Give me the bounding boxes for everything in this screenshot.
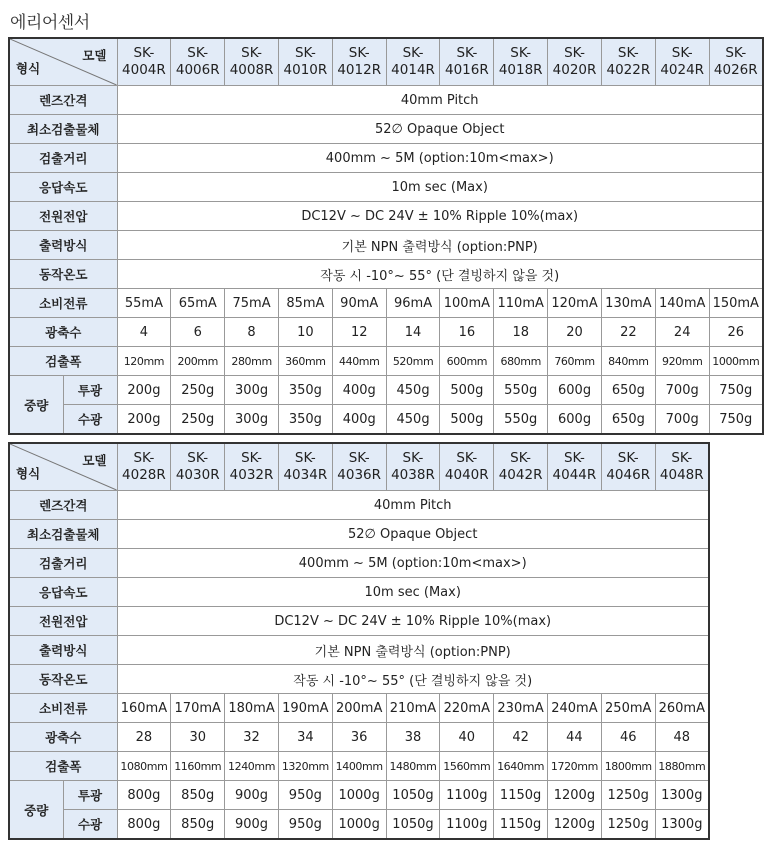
value-cell: 1800mm	[601, 752, 655, 781]
model-cell	[494, 443, 548, 491]
common-value: 400mm ~ 5M (option:10m<max>)	[117, 144, 763, 173]
row-label: 검출거리	[9, 144, 117, 173]
value-cell: 28	[117, 723, 171, 752]
model-prefix: SK-	[348, 45, 370, 61]
model-number: 4042R	[498, 467, 543, 483]
value-cell: 75mA	[225, 289, 279, 318]
value-cell: 1050g	[386, 810, 440, 840]
row-label: 전원전압	[9, 202, 117, 231]
model-number: 4010R	[283, 62, 328, 78]
value-cell: 96mA	[386, 289, 440, 318]
common-value: 기본 NPN 출력방식 (option:PNP)	[117, 231, 763, 260]
model-cell	[494, 38, 548, 86]
model-cell	[225, 38, 279, 86]
model-prefix: SK-	[617, 450, 639, 466]
spec-row-output	[9, 231, 763, 260]
spec-row-temperature	[9, 665, 709, 694]
value-cell: 500g	[440, 405, 494, 435]
value-cell: 1000g	[332, 810, 386, 840]
model-prefix: SK-	[456, 450, 478, 466]
value-cell: 200g	[117, 405, 171, 435]
value-cell: 1150g	[494, 781, 548, 810]
value-cell: 90mA	[332, 289, 386, 318]
value-cell: 1080mm	[117, 752, 171, 781]
value-cell: 600mm	[440, 347, 494, 376]
value-cell: 350g	[278, 405, 332, 435]
value-cell: 360mm	[278, 347, 332, 376]
value-cell: 950g	[278, 781, 332, 810]
common-value: 10m sec (Max)	[117, 578, 709, 607]
common-value: 40mm Pitch	[117, 86, 763, 115]
value-cell: 850g	[171, 810, 225, 840]
model-cell	[117, 38, 171, 86]
model-header: 모델	[82, 48, 107, 63]
value-cell: 120mm	[117, 347, 171, 376]
spec-row-min-object	[9, 520, 709, 549]
row-label: 소비전류	[9, 289, 117, 318]
model-cell	[225, 443, 279, 491]
type-header: 형식	[16, 61, 41, 76]
row-label: 응답속도	[9, 578, 117, 607]
model-cell	[601, 38, 655, 86]
value-cell: 38	[386, 723, 440, 752]
value-cell: 1050g	[386, 781, 440, 810]
value-cell: 1160mm	[171, 752, 225, 781]
value-cell: 700g	[655, 376, 709, 405]
model-number: 4022R	[606, 62, 651, 78]
row-label: 최소검출물체	[9, 115, 117, 144]
value-cell: 24	[655, 318, 709, 347]
value-cell: 1200g	[548, 810, 602, 840]
model-prefix: SK-	[133, 450, 155, 466]
value-cell: 1320mm	[278, 752, 332, 781]
row-label: 전원전압	[9, 607, 117, 636]
value-cell: 1250g	[601, 810, 655, 840]
value-cell: 1150g	[494, 810, 548, 840]
value-cell: 350g	[278, 376, 332, 405]
model-prefix: SK-	[563, 450, 585, 466]
value-cell: 180mA	[225, 694, 279, 723]
value-cell: 900g	[225, 781, 279, 810]
model-cell	[278, 38, 332, 86]
model-number: 4048R	[659, 467, 704, 483]
value-cell: 800g	[117, 810, 171, 840]
model-prefix: SK-	[402, 45, 424, 61]
value-cell: 26	[709, 318, 763, 347]
value-cell: 600g	[548, 405, 602, 435]
value-cell: 44	[548, 723, 602, 752]
value-cell: 1400mm	[332, 752, 386, 781]
value-cell: 550g	[494, 376, 548, 405]
value-cell: 8	[225, 318, 279, 347]
spec-row-distance	[9, 144, 763, 173]
spec-row-distance	[9, 549, 709, 578]
value-cell: 1720mm	[548, 752, 602, 781]
model-number: 4040R	[444, 467, 489, 483]
value-cell: 650g	[601, 405, 655, 435]
model-number: 4036R	[337, 467, 382, 483]
value-cell: 920mm	[655, 347, 709, 376]
model-prefix: SK-	[294, 45, 316, 61]
spec-row-voltage	[9, 202, 763, 231]
value-cell: 550g	[494, 405, 548, 435]
model-cell	[171, 443, 225, 491]
common-value: 400mm ~ 5M (option:10m<max>)	[117, 549, 709, 578]
row-label: 렌즈간격	[9, 491, 117, 520]
value-cell: 210mA	[386, 694, 440, 723]
value-cell: 1300g	[655, 810, 709, 840]
value-cell: 14	[386, 318, 440, 347]
spec-row-min-object	[9, 115, 763, 144]
spec-row-temperature	[9, 260, 763, 289]
value-cell: 400g	[332, 405, 386, 435]
value-cell: 1560mm	[440, 752, 494, 781]
value-cell: 140mA	[655, 289, 709, 318]
value-cell: 1200g	[548, 781, 602, 810]
model-number: 4034R	[283, 467, 328, 483]
value-cell: 240mA	[548, 694, 602, 723]
model-prefix: SK-	[187, 450, 209, 466]
model-prefix: SK-	[348, 450, 370, 466]
receiver-label: 수광	[63, 810, 117, 840]
value-cell: 280mm	[225, 347, 279, 376]
model-number: 4046R	[606, 467, 651, 483]
model-cell	[655, 38, 709, 86]
value-cell: 1100g	[440, 781, 494, 810]
model-prefix: SK-	[241, 450, 262, 466]
row-label: 소비전류	[9, 694, 117, 723]
model-prefix: SK-	[510, 450, 532, 466]
common-value: 기본 NPN 출력방식 (option:PNP)	[117, 636, 709, 665]
value-cell: 16	[440, 318, 494, 347]
row-label: 검출폭	[9, 347, 117, 376]
value-cell: 950g	[278, 810, 332, 840]
emitter-label: 투광	[63, 376, 117, 405]
model-prefix: SK-	[294, 450, 316, 466]
value-cell: 1100g	[440, 810, 494, 840]
value-cell: 18	[494, 318, 548, 347]
value-cell: 12	[332, 318, 386, 347]
model-number: 4008R	[229, 62, 274, 78]
value-cell: 150mA	[709, 289, 763, 318]
common-value: DC12V ~ DC 24V ± 10% Ripple 10%(max)	[117, 202, 763, 231]
model-cell	[386, 38, 440, 86]
model-number: 4004R	[122, 62, 166, 78]
model-number: 4032R	[229, 467, 274, 483]
value-cell: 230mA	[494, 694, 548, 723]
value-cell: 65mA	[171, 289, 225, 318]
model-number: 4018R	[498, 62, 543, 78]
model-prefix: SK-	[564, 45, 585, 61]
value-cell: 450g	[386, 376, 440, 405]
value-cell: 1240mm	[225, 752, 279, 781]
value-cell: 200g	[117, 376, 171, 405]
common-value: 52∅ Opaque Object	[117, 520, 709, 549]
spec-row-current	[9, 694, 709, 723]
row-label: 렌즈간격	[9, 86, 117, 115]
value-cell: 200mm	[171, 347, 225, 376]
model-prefix: SK-	[725, 45, 747, 61]
value-cell: 20	[548, 318, 602, 347]
row-label: 검출거리	[9, 549, 117, 578]
model-number: 4044R	[552, 467, 597, 483]
spec-row-lens-pitch	[9, 86, 763, 115]
value-cell: 1880mm	[655, 752, 709, 781]
spec-row-weight-emitter	[9, 781, 709, 810]
model-number: 4024R	[660, 62, 705, 78]
value-cell: 300g	[225, 376, 279, 405]
model-cell	[278, 443, 332, 491]
row-label: 검출폭	[9, 752, 117, 781]
value-cell: 600g	[548, 376, 602, 405]
corner-header	[9, 443, 117, 491]
common-value: DC12V ~ DC 24V ± 10% Ripple 10%(max)	[117, 607, 709, 636]
model-prefix: SK-	[187, 45, 209, 61]
value-cell: 100mA	[440, 289, 494, 318]
spec-row-weight-emitter	[9, 376, 763, 405]
model-prefix: SK-	[241, 45, 263, 61]
model-cell	[709, 38, 763, 86]
value-cell: 750g	[709, 405, 763, 435]
model-cell	[386, 443, 440, 491]
value-cell: 450g	[386, 405, 440, 435]
value-cell: 750g	[709, 376, 763, 405]
value-cell: 110mA	[494, 289, 548, 318]
spec-row-width	[9, 752, 709, 781]
model-prefix: SK-	[671, 450, 693, 466]
value-cell: 170mA	[171, 694, 225, 723]
value-cell: 260mA	[655, 694, 709, 723]
spec-row-axes	[9, 318, 763, 347]
value-cell: 840mm	[601, 347, 655, 376]
value-cell: 250g	[171, 376, 225, 405]
weight-label: 중량	[9, 781, 63, 840]
corner-header	[9, 38, 117, 86]
spec-row-response	[9, 578, 709, 607]
spec-row-width	[9, 347, 763, 376]
row-label: 최소검출물체	[9, 520, 117, 549]
spec-row-lens-pitch	[9, 491, 709, 520]
model-cell	[601, 443, 655, 491]
value-cell: 900g	[225, 810, 279, 840]
model-cell	[440, 38, 494, 86]
common-value: 52∅ Opaque Object	[117, 115, 763, 144]
model-prefix: SK-	[617, 45, 639, 61]
model-number: 4006R	[175, 62, 220, 78]
value-cell: 1000g	[332, 781, 386, 810]
value-cell: 200mA	[332, 694, 386, 723]
row-label: 응답속도	[9, 173, 117, 202]
value-cell: 400g	[332, 376, 386, 405]
value-cell: 680mm	[494, 347, 548, 376]
model-prefix: SK-	[456, 45, 478, 61]
model-number: 4030R	[175, 467, 220, 483]
row-label: 출력방식	[9, 636, 117, 665]
value-cell: 34	[278, 723, 332, 752]
value-cell: 1250g	[601, 781, 655, 810]
value-cell: 800g	[117, 781, 171, 810]
value-cell: 520mm	[386, 347, 440, 376]
value-cell: 300g	[225, 405, 279, 435]
value-cell: 1000mm	[709, 347, 763, 376]
type-header: 형식	[16, 466, 41, 481]
page-title: 에리어센서	[10, 13, 90, 33]
row-label: 동작온도	[9, 665, 117, 694]
spec-row-axes	[9, 723, 709, 752]
receiver-label: 수광	[63, 405, 117, 435]
model-number: 4028R	[122, 467, 166, 483]
value-cell: 500g	[440, 376, 494, 405]
value-cell: 850g	[171, 781, 225, 810]
model-cell	[548, 443, 602, 491]
value-cell: 220mA	[440, 694, 494, 723]
header-row	[9, 38, 763, 86]
value-cell: 130mA	[601, 289, 655, 318]
value-cell: 10	[278, 318, 332, 347]
spec-row-voltage	[9, 607, 709, 636]
value-cell: 32	[225, 723, 279, 752]
common-value: 10m sec (Max)	[117, 173, 763, 202]
row-label: 동작온도	[9, 260, 117, 289]
value-cell: 160mA	[117, 694, 171, 723]
row-label: 출력방식	[9, 231, 117, 260]
model-number: 4012R	[337, 62, 382, 78]
value-cell: 1640mm	[494, 752, 548, 781]
value-cell: 1480mm	[386, 752, 440, 781]
model-number: 4016R	[445, 62, 489, 78]
value-cell: 700g	[655, 405, 709, 435]
model-prefix: SK-	[671, 45, 693, 61]
spec-row-current	[9, 289, 763, 318]
weight-label: 중량	[9, 376, 63, 435]
value-cell: 40	[440, 723, 494, 752]
value-cell: 190mA	[278, 694, 332, 723]
header-row	[9, 443, 709, 491]
common-value: 작동 시 -10°~ 55° (단 결빙하지 않을 것)	[117, 665, 709, 694]
model-prefix: SK-	[510, 45, 532, 61]
common-value: 40mm Pitch	[117, 491, 709, 520]
value-cell: 760mm	[548, 347, 602, 376]
value-cell: 1300g	[655, 781, 709, 810]
emitter-label: 투광	[63, 781, 117, 810]
row-label: 광축수	[9, 723, 117, 752]
value-cell: 22	[601, 318, 655, 347]
value-cell: 46	[601, 723, 655, 752]
model-number: 4014R	[391, 62, 435, 78]
model-cell	[332, 38, 386, 86]
model-cell	[548, 38, 602, 86]
value-cell: 85mA	[278, 289, 332, 318]
spec-row-weight-receiver	[9, 405, 763, 435]
common-value: 작동 시 -10°~ 55° (단 결빙하지 않을 것)	[117, 260, 763, 289]
row-label: 광축수	[9, 318, 117, 347]
value-cell: 440mm	[332, 347, 386, 376]
model-prefix: SK-	[133, 45, 155, 61]
model-cell	[117, 443, 171, 491]
spec-row-output	[9, 636, 709, 665]
value-cell: 42	[494, 723, 548, 752]
value-cell: 55mA	[117, 289, 171, 318]
model-cell	[332, 443, 386, 491]
value-cell: 120mA	[548, 289, 602, 318]
model-prefix: SK-	[402, 450, 424, 466]
spec-table-2	[8, 442, 710, 840]
spec-table-1	[8, 37, 764, 435]
model-number: 4038R	[391, 467, 435, 483]
model-number: 4026R	[713, 62, 758, 78]
value-cell: 30	[171, 723, 225, 752]
value-cell: 250g	[171, 405, 225, 435]
value-cell: 48	[655, 723, 709, 752]
model-cell	[171, 38, 225, 86]
spec-row-weight-receiver	[9, 810, 709, 840]
value-cell: 6	[171, 318, 225, 347]
value-cell: 650g	[601, 376, 655, 405]
value-cell: 4	[117, 318, 171, 347]
spec-row-response	[9, 173, 763, 202]
model-number: 4020R	[552, 62, 597, 78]
value-cell: 250mA	[601, 694, 655, 723]
model-header: 모델	[82, 453, 107, 468]
model-cell	[440, 443, 494, 491]
value-cell: 36	[332, 723, 386, 752]
model-cell	[655, 443, 709, 491]
